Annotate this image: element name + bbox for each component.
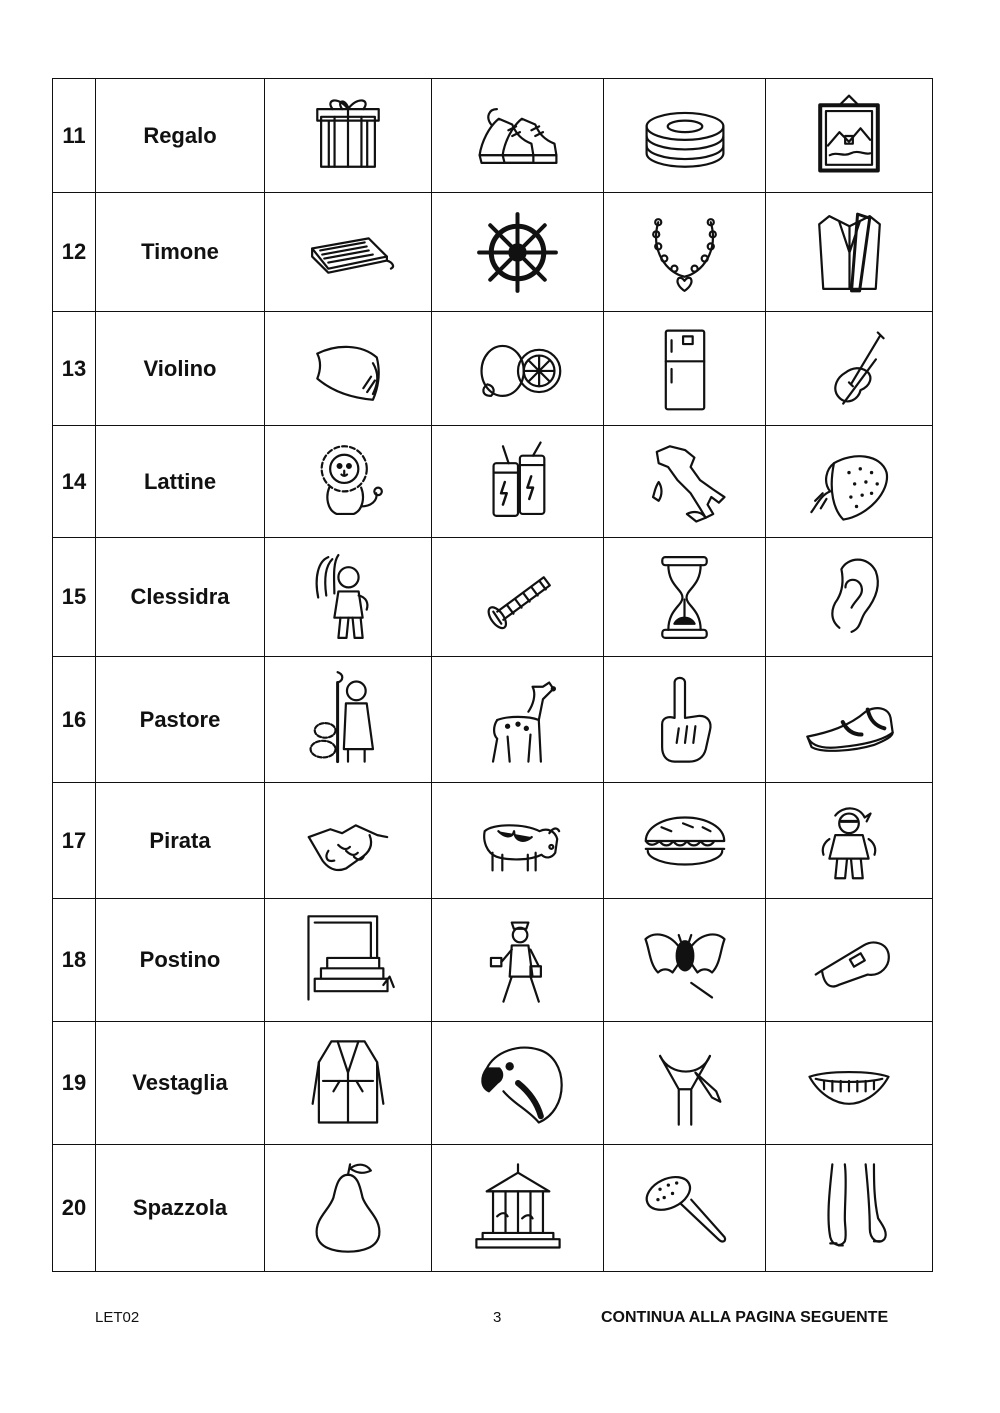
- feet-icon: [797, 1156, 901, 1260]
- strawberry-icon: [802, 435, 896, 529]
- picture-option[interactable]: [432, 783, 604, 899]
- violin-icon: [801, 321, 897, 417]
- table-row: [53, 79, 933, 193]
- pillow-icon: [300, 321, 396, 417]
- ear-icon: [799, 547, 900, 648]
- item-number: 11: [53, 79, 96, 193]
- picture-option[interactable]: [766, 783, 933, 899]
- gift-box-icon: [300, 88, 396, 184]
- target-word: Lattine: [96, 426, 265, 538]
- handshake-icon: [299, 792, 397, 890]
- picture-option[interactable]: [604, 657, 766, 783]
- picture-option[interactable]: [432, 899, 604, 1022]
- item-number: 18: [53, 899, 96, 1022]
- picture-word-table: [52, 78, 933, 1272]
- page-number: 3: [493, 1309, 502, 1326]
- target-word: Pastore: [96, 657, 265, 783]
- continue-note: CONTINUA ALLA PAGINA SEGUENTE: [601, 1309, 889, 1326]
- shepherd-icon: [296, 668, 400, 772]
- pear-icon: [296, 1156, 400, 1260]
- pirate-icon: [800, 792, 898, 890]
- hairbrush-icon: [633, 1156, 737, 1260]
- sneakers-icon: [470, 88, 566, 184]
- picture-option[interactable]: [432, 1145, 604, 1272]
- picture-option[interactable]: [265, 657, 432, 783]
- framed-picture-icon: [801, 88, 897, 184]
- tyre-icon: [637, 88, 733, 184]
- carousel-icon: [466, 1156, 570, 1260]
- jacket-scarf-icon: [799, 202, 900, 303]
- item-number: 15: [53, 538, 96, 657]
- table-row: [53, 1145, 933, 1272]
- picture-option[interactable]: [265, 79, 432, 193]
- table-row: [53, 312, 933, 426]
- item-number: 14: [53, 426, 96, 538]
- item-number: 16: [53, 657, 96, 783]
- picture-option[interactable]: [265, 426, 432, 538]
- fridge-icon: [637, 321, 733, 417]
- picture-option[interactable]: [432, 538, 604, 657]
- table-row: [53, 783, 933, 899]
- picture-option[interactable]: [766, 79, 933, 193]
- item-number: 13: [53, 312, 96, 426]
- table-row: [53, 426, 933, 538]
- steps-icon: [296, 908, 400, 1012]
- item-number: 19: [53, 1022, 96, 1145]
- item-number: 17: [53, 783, 96, 899]
- postman-icon: [466, 908, 570, 1012]
- hourglass-icon: [634, 547, 735, 648]
- table-row: [53, 538, 933, 657]
- picture-option[interactable]: [265, 783, 432, 899]
- fawn-icon: [466, 668, 570, 772]
- target-word: Pirata: [96, 783, 265, 899]
- ship-wheel-icon: [467, 202, 568, 303]
- picture-option[interactable]: [265, 312, 432, 426]
- picture-option[interactable]: [604, 193, 766, 312]
- picture-option[interactable]: [265, 538, 432, 657]
- cow-icon: [469, 792, 567, 890]
- picture-option[interactable]: [604, 312, 766, 426]
- target-word: Vestaglia: [96, 1022, 265, 1145]
- pointing-hand-icon: [633, 668, 737, 772]
- bat-icon: [633, 908, 737, 1012]
- picture-option[interactable]: [432, 193, 604, 312]
- necklace-icon: [634, 202, 735, 303]
- picture-option[interactable]: [432, 312, 604, 426]
- picture-option[interactable]: [432, 657, 604, 783]
- table-row: [53, 193, 933, 312]
- table-row: [53, 657, 933, 783]
- picture-option[interactable]: [766, 426, 933, 538]
- picture-option[interactable]: [604, 783, 766, 899]
- orange-halves-icon: [470, 321, 566, 417]
- italy-map-icon: [638, 435, 732, 529]
- picture-option[interactable]: [766, 193, 933, 312]
- picture-option[interactable]: [766, 1145, 933, 1272]
- target-word: Clessidra: [96, 538, 265, 657]
- native-chief-icon: [298, 547, 399, 648]
- picture-option[interactable]: [604, 1022, 766, 1145]
- smiling-mouth-icon: [797, 1031, 901, 1135]
- picture-option[interactable]: [265, 1022, 432, 1145]
- sandal-icon: [797, 668, 901, 772]
- picture-option[interactable]: [766, 312, 933, 426]
- slingshot-icon: [633, 1031, 737, 1135]
- item-number: 12: [53, 193, 96, 312]
- bathrobe-icon: [296, 1031, 400, 1135]
- table-row: [53, 1022, 933, 1145]
- picture-option[interactable]: [265, 193, 432, 312]
- target-word: Regalo: [96, 79, 265, 193]
- picture-option[interactable]: [604, 538, 766, 657]
- sandwich-icon: [636, 792, 734, 890]
- picture-option[interactable]: [766, 899, 933, 1022]
- picture-option[interactable]: [604, 426, 766, 538]
- picture-option[interactable]: [604, 1145, 766, 1272]
- eagle-head-icon: [466, 1031, 570, 1135]
- target-word: Violino: [96, 312, 265, 426]
- picture-option[interactable]: [766, 1022, 933, 1145]
- cans-icon: [471, 435, 565, 529]
- table-row: [53, 899, 933, 1022]
- picture-option[interactable]: [604, 899, 766, 1022]
- picture-option[interactable]: [432, 79, 604, 193]
- picture-option[interactable]: [766, 538, 933, 657]
- target-word: Postino: [96, 899, 265, 1022]
- screw-icon: [467, 547, 568, 648]
- target-word: Timone: [96, 193, 265, 312]
- picture-option[interactable]: [432, 426, 604, 538]
- document-code: LET02: [95, 1309, 140, 1326]
- picture-option[interactable]: [604, 79, 766, 193]
- computer-keyboard-icon: [298, 202, 399, 303]
- picture-option[interactable]: [432, 1022, 604, 1145]
- whistle-icon: [797, 908, 901, 1012]
- lion-icon: [301, 435, 395, 529]
- item-number: 20: [53, 1145, 96, 1272]
- picture-option[interactable]: [265, 1145, 432, 1272]
- target-word: Spazzola: [96, 1145, 265, 1272]
- picture-option[interactable]: [766, 657, 933, 783]
- picture-option[interactable]: [265, 899, 432, 1022]
